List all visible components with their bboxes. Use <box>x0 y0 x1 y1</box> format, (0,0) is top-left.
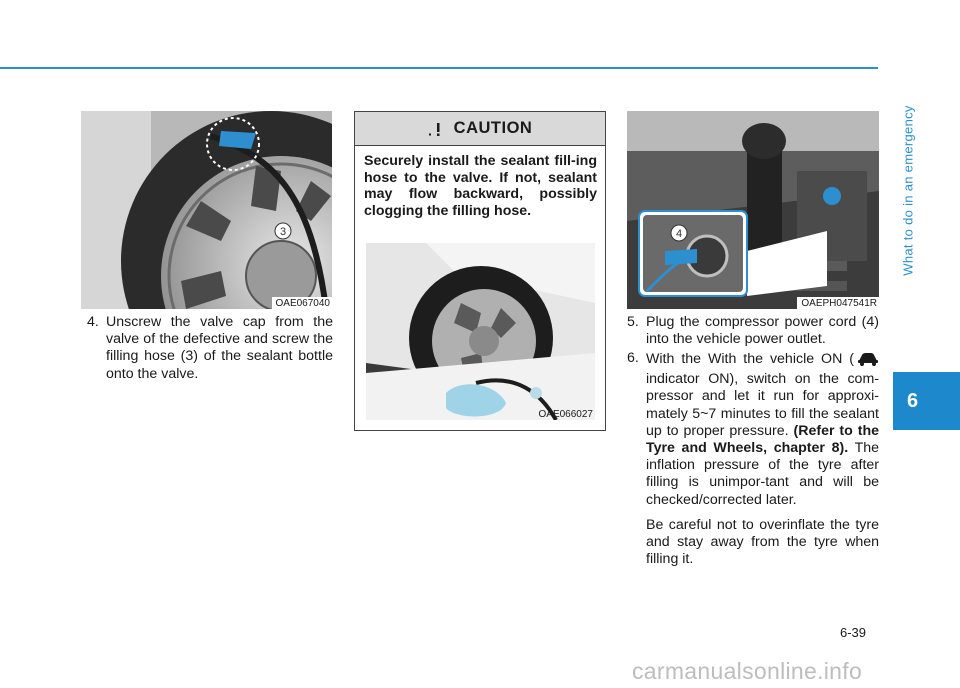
header-rule <box>0 67 878 69</box>
power-outlet-illustration <box>627 111 879 309</box>
page-number: 6-39 <box>840 625 867 640</box>
callout-4: 4 <box>675 228 683 240</box>
overinflate-note <box>627 517 879 569</box>
step-reference: (Refer to the Tyre and Wheels, chapter 8). <box>646 422 880 457</box>
note-text: Be careful not to overinflate the tyre and stay away from the tyre when filling it. <box>646 517 879 568</box>
section-title: What to do in an emergency <box>900 104 916 276</box>
step-text <box>627 350 879 509</box>
tyre-valve-illustration <box>81 111 332 309</box>
step-4 <box>87 314 333 383</box>
step-text-tail: The inflation pressure of the tyre after filling is unimpor-tant and will be checked/corrected later. <box>646 440 880 508</box>
photo-code: OAE067040 <box>272 297 333 309</box>
power-outlet-photo <box>627 111 879 309</box>
step-5 <box>627 314 879 348</box>
watermark: carmanualsonline.info <box>632 658 863 684</box>
step-text: Unscrew the valve cap from the valve of the defective and screw the filling hose (3) of the sealant bottle onto the valve. <box>106 314 333 382</box>
photo-code: OAE066027 <box>538 409 593 420</box>
caution-box <box>354 111 606 431</box>
step-text-before-icon: With the With the vehicle ON ( <box>646 351 854 367</box>
ready-indicator-icon <box>857 350 879 371</box>
warning-icon <box>428 121 442 137</box>
sealant-backflow-illustration <box>366 243 595 420</box>
chapter-tab <box>893 372 960 430</box>
step-number: 4. <box>87 314 99 330</box>
step-6 <box>627 350 879 509</box>
photo-code: OAEPH047541R <box>797 297 879 309</box>
callout-3: 3 <box>279 226 287 238</box>
chapter-number: 6 <box>907 389 919 412</box>
section-title-tab <box>893 14 923 366</box>
tyre-valve-photo <box>81 111 332 309</box>
step-text-after-icon: indicator ON), switch on the com-pressor and let it run for approxi-mately 5~7 minutes to fill the sealant up to proper pressure. <box>646 371 879 439</box>
step-text: Plug the compressor power cord (4) into the vehicle power outlet. <box>646 314 879 348</box>
step-number: 6. <box>627 350 639 366</box>
step-number: 5. <box>627 314 639 330</box>
caution-title: CAUTION <box>453 119 533 137</box>
caution-text: Securely install the sealant fill-ing hose to the valve. If not, sealant may flow backward, possibly clogging the filling hose. <box>364 153 597 219</box>
caution-header <box>355 112 605 146</box>
sealant-backflow-photo <box>366 243 595 420</box>
